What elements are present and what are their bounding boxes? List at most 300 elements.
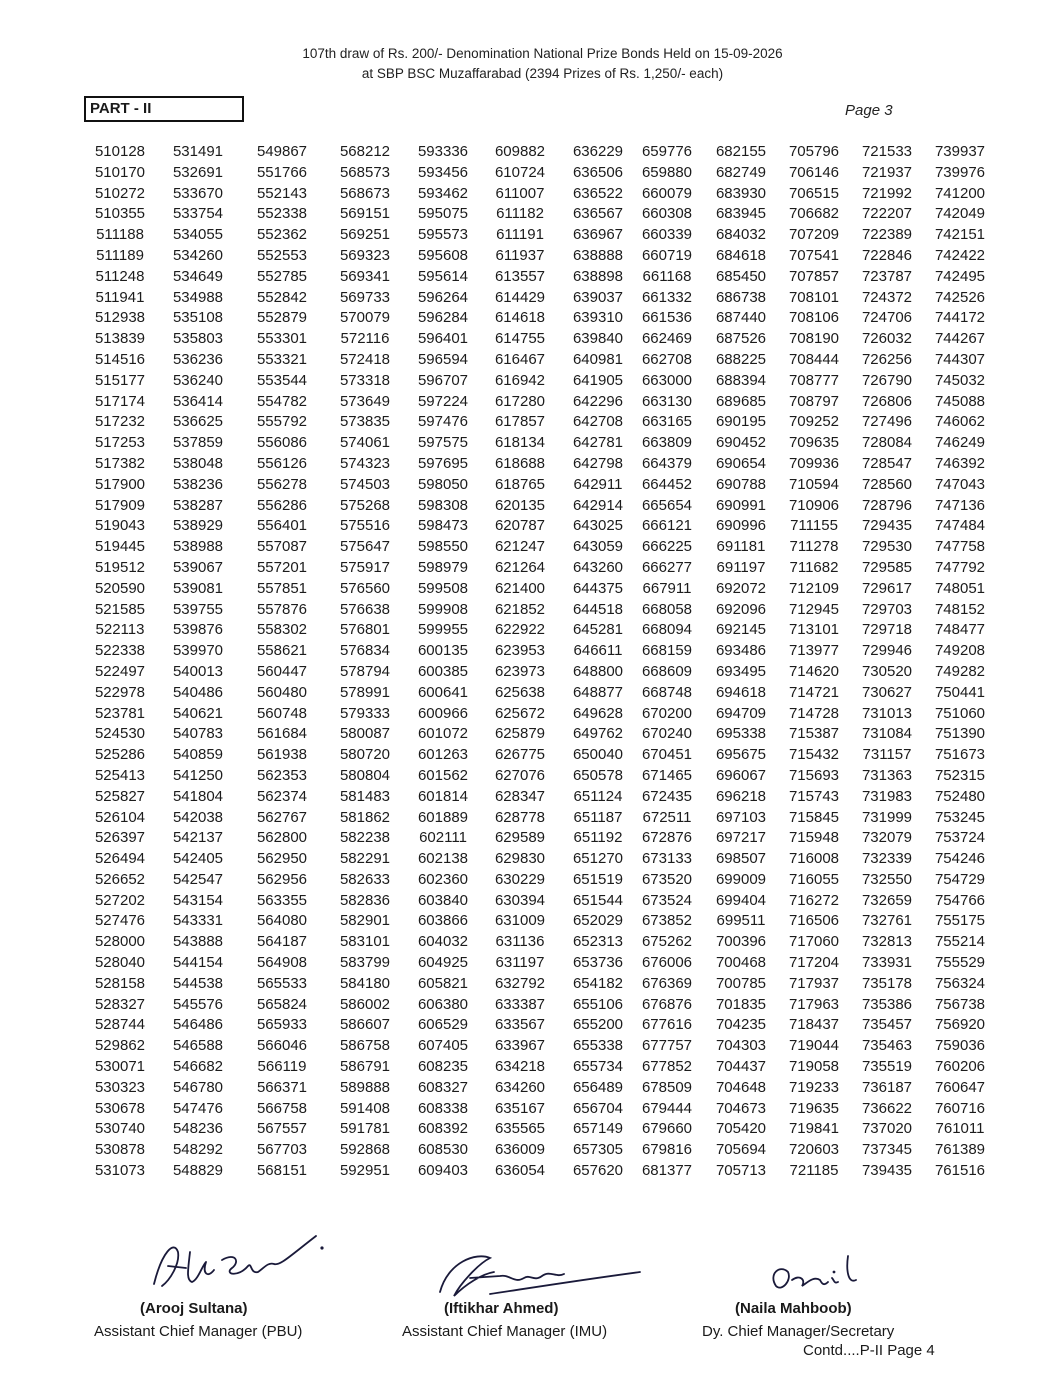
bond-number: 556126 [256,454,308,472]
bond-number: 679660 [641,1120,693,1138]
bond-number: 608235 [417,1058,469,1076]
bond-number: 687440 [715,309,767,327]
bond-number: 708106 [788,309,840,327]
bond-number: 721185 [789,1162,839,1180]
bond-number: 748051 [934,579,986,597]
bond-number: 633567 [494,1016,546,1034]
bond-number: 602360 [417,870,469,888]
bond-number: 617857 [494,413,546,431]
bond-number: 642911 [573,475,623,493]
bond-number: 527476 [94,912,146,930]
bond-number: 554782 [256,392,308,410]
bond-number: 557087 [256,538,308,556]
bond-number: 529862 [94,1037,146,1055]
bond-number: 655338 [572,1037,624,1055]
bond-number: 611937 [495,246,545,264]
bond-number: 636967 [572,226,624,244]
bond-number: 598473 [417,517,469,535]
bond-number: 671465 [641,766,693,784]
bond-number: 536236 [172,350,224,368]
bond-number: 636506 [572,163,624,181]
bond-number: 706515 [788,184,840,202]
bond-number: 748152 [934,600,986,618]
bond-number: 517174 [94,392,146,410]
bond-column [325,142,405,1182]
bond-number: 742495 [934,267,986,285]
bond-number: 663000 [641,371,693,389]
bond-number: 728547 [861,454,913,472]
bond-number: 629589 [494,829,546,847]
bond-number: 621247 [494,538,546,556]
bond-number: 600966 [417,704,469,722]
bond-number: 576638 [339,600,391,618]
bond-number: 611182 [496,205,544,223]
bond-number: 752480 [934,787,986,805]
bond-number: 719635 [788,1099,840,1117]
bond-number: 673133 [641,850,693,868]
bond-number: 753724 [934,829,986,847]
bond-number: 620135 [494,496,546,514]
bond-number: 629830 [494,850,546,868]
bond-number: 691181 [716,538,766,556]
bond-number: 660308 [641,205,693,223]
bond-number: 742422 [934,246,986,264]
bond-number: 681377 [641,1162,693,1180]
bond-number: 656704 [572,1099,624,1117]
bond-number: 568673 [339,184,391,202]
bond-number: 712109 [788,579,840,597]
bond-number: 525413 [94,766,146,784]
signature-arooj-sultana [140,1222,330,1302]
bond-number: 522338 [94,642,146,660]
bond-number: 666277 [641,558,693,576]
bond-number: 754729 [934,870,986,888]
bond-number: 664452 [641,475,693,493]
bond-number: 675262 [641,933,693,951]
bond-number: 609882 [494,143,546,160]
bond-number: 621400 [494,579,546,597]
bond-number: 599955 [417,621,469,639]
bond-number: 628778 [494,808,546,826]
bond-number: 625672 [494,704,546,722]
bond-number: 636009 [494,1141,546,1159]
bond-number: 599508 [417,579,469,597]
bond-number: 633387 [494,995,546,1013]
bond-number: 634218 [494,1058,546,1076]
bond-number: 701835 [715,995,767,1013]
bond-number: 560748 [256,704,308,722]
bond-number: 582633 [339,870,391,888]
bond-number: 729946 [861,642,913,660]
bond-number: 728796 [861,496,913,514]
bond-number: 542547 [172,870,224,888]
bond-column [80,142,160,1182]
bond-number: 578991 [339,683,391,701]
bond-number: 670240 [641,725,693,743]
bond-number: 538048 [172,454,224,472]
bond-number: 682749 [715,163,767,181]
bond-number: 600135 [417,642,469,660]
bond-number: 644518 [572,600,624,618]
bond-number: 649762 [572,725,624,743]
bond-number: 556278 [256,475,308,493]
bond-number: 581862 [339,808,391,826]
bond-number: 752315 [934,766,986,784]
bond-number: 761011 [935,1120,985,1138]
signatory-2-name: (Iftikhar Ahmed) [444,1300,559,1317]
bond-number: 553301 [256,330,308,348]
bond-number: 607405 [417,1037,469,1055]
bond-number: 611191 [496,226,544,244]
bond-number: 592868 [339,1141,391,1159]
bond-number: 596707 [417,371,469,389]
bond-number: 530678 [94,1099,146,1117]
bond-number: 722389 [861,226,913,244]
bond-number: 602111 [419,829,467,847]
bond-number: 672511 [642,808,692,826]
bond-number: 642296 [572,392,624,410]
bond-number: 568573 [339,163,391,181]
bond-number: 699404 [715,891,767,909]
bond-number: 596401 [417,330,469,348]
bond-number: 596594 [417,350,469,368]
bond-number: 578794 [339,662,391,680]
bond-number: 562767 [256,808,308,826]
bond-number: 690991 [715,496,767,514]
bond-number: 745088 [934,392,986,410]
bond-number: 732659 [861,891,913,909]
bond-number: 756324 [934,974,986,992]
bond-number: 564908 [256,954,308,972]
bond-number: 539970 [172,642,224,660]
bond-number: 708101 [788,288,840,306]
bond-number: 538236 [172,475,224,493]
bond-number: 616942 [494,371,546,389]
bond-number: 540783 [172,725,224,743]
bond-number: 568212 [339,143,391,160]
bond-number: 638898 [572,267,624,285]
bond-number: 699009 [715,870,767,888]
bond-number: 676006 [641,954,693,972]
continued-note: Contd....P-II Page 4 [803,1342,935,1359]
bond-number: 736622 [861,1099,913,1117]
bond-number: 536625 [172,413,224,431]
bond-number: 565824 [256,995,308,1013]
bond-number: 707857 [788,267,840,285]
signatory-2-title: Assistant Chief Manager (IMU) [402,1323,608,1340]
bond-number: 737345 [861,1141,913,1159]
bond-number: 744172 [934,309,986,327]
bond-number: 646611 [573,642,623,660]
bond-number: 643260 [572,558,624,576]
bond-number: 644375 [572,579,624,597]
bond-number: 663130 [641,392,693,410]
bond-number: 515177 [94,371,146,389]
bond-number: 754766 [934,891,986,909]
bond-number: 598050 [417,475,469,493]
bond-number: 517909 [94,496,146,514]
bond-number: 756738 [934,995,986,1013]
bond-number: 573649 [339,392,391,410]
bond-number: 524530 [94,725,146,743]
bond-number: 708190 [788,330,840,348]
bond-number: 539067 [172,558,224,576]
bond-number: 548829 [172,1162,224,1180]
bond-number: 542405 [172,850,224,868]
part-label: PART - II [84,96,244,122]
bond-number: 670200 [641,704,693,722]
bond-number: 650578 [572,766,624,784]
bond-number: 708797 [788,392,840,410]
bond-number: 663165 [641,413,693,431]
bond-column [158,142,238,1182]
bond-number: 745032 [934,371,986,389]
bond-number: 661536 [641,309,693,327]
bond-number: 601562 [417,766,469,784]
bond-number: 565933 [256,1016,308,1034]
bond-number: 520590 [94,579,146,597]
bond-number: 623953 [494,642,546,660]
bond-number: 673520 [641,870,693,888]
bond-number: 526652 [94,870,146,888]
bond-number: 654182 [572,974,624,992]
bond-number: 525286 [94,746,146,764]
bond-number: 558302 [256,621,308,639]
bond-number: 539755 [172,600,224,618]
bond-number: 546588 [172,1037,224,1055]
bond-number: 710594 [788,475,840,493]
bond-number: 534649 [172,267,224,285]
bond-number: 552553 [256,246,308,264]
bond-number: 719233 [788,1078,840,1096]
bond-number: 605821 [417,974,469,992]
bond-number: 621852 [494,600,546,618]
bond-number: 716506 [788,912,840,930]
bond-number: 657305 [572,1141,624,1159]
bond-number: 714620 [788,662,840,680]
bond-number: 729435 [861,517,913,535]
bond-number: 683945 [715,205,767,223]
bond-number: 732550 [861,870,913,888]
bond-number: 582901 [339,912,391,930]
bond-number: 735463 [861,1037,913,1055]
bond-number: 728560 [861,475,913,493]
bond-number: 539876 [172,621,224,639]
bond-number: 572116 [340,330,390,348]
bond-number: 562353 [256,766,308,784]
bond-number: 721937 [861,163,913,181]
bond-number: 580087 [339,725,391,743]
bond-number: 717963 [788,995,840,1013]
bond-number: 651124 [573,787,623,805]
bond-column [847,142,927,1182]
bond-number: 751673 [934,746,986,764]
bond-number: 591781 [339,1120,391,1138]
bond-number: 726256 [861,350,913,368]
bond-number: 728084 [861,434,913,452]
bond-number: 739976 [934,163,986,181]
bond-number: 540859 [172,746,224,764]
bond-number: 682155 [715,143,767,160]
bond-number: 648800 [572,662,624,680]
bond-number: 604032 [417,933,469,951]
bond-number: 627076 [494,766,546,784]
bond-number: 521585 [94,600,146,618]
bond-number: 715743 [788,787,840,805]
bond-number: 731999 [861,808,913,826]
bond-number: 543331 [172,912,224,930]
bond-number: 561938 [256,746,308,764]
bond-number: 744307 [934,350,986,368]
bond-number: 552362 [256,226,308,244]
bond-number: 704235 [715,1016,767,1034]
bond-number: 692096 [715,600,767,618]
bond-number: 556086 [256,434,308,452]
bond-number: 536240 [172,371,224,389]
signature-naila-mahboob [762,1250,872,1306]
bond-number: 730627 [861,683,913,701]
bond-number: 584180 [339,974,391,992]
bond-number: 705694 [715,1141,767,1159]
bond-number: 722207 [861,205,913,223]
bond-number: 567703 [256,1141,308,1159]
bond-column [920,142,1000,1182]
bond-number: 569733 [339,288,391,306]
bond-number: 677757 [641,1037,693,1055]
bond-number: 597695 [417,454,469,472]
bond-number: 620787 [494,517,546,535]
bond-number: 724706 [861,309,913,327]
bond-number: 731084 [861,725,913,743]
bond-number: 643059 [572,538,624,556]
bond-number: 593456 [417,163,469,181]
bond-number: 552785 [256,267,308,285]
bond-number: 756920 [934,1016,986,1034]
bond-number: 755214 [934,933,986,951]
bond-number: 534988 [172,288,224,306]
bond-number: 710906 [788,496,840,514]
bond-number: 732813 [861,933,913,951]
bond-number: 600641 [417,683,469,701]
bond-number: 546780 [172,1078,224,1096]
bond-number: 582238 [339,829,391,847]
bond-number: 760647 [934,1078,986,1096]
bond-number: 663809 [641,434,693,452]
bond-number: 672876 [641,829,693,847]
bond-number: 540013 [172,662,224,680]
bond-number: 733931 [861,954,913,972]
bond-number: 706146 [788,163,840,181]
bond-number: 664379 [641,454,693,472]
bond-number: 749208 [934,642,986,660]
bond-number: 631197 [495,954,545,972]
bond-number: 742049 [934,205,986,223]
bond-number: 528327 [94,995,146,1013]
bond-number: 759036 [934,1037,986,1055]
header-title: 107th draw of Rs. 200/- Denomination National Prize Bonds Held on 15-09-2026 [302,46,783,61]
bond-number: 711155 [790,517,838,535]
bond-number: 642798 [572,454,624,472]
bond-number: 580804 [339,766,391,784]
bond-number: 564080 [256,912,308,930]
bond-number: 651544 [572,891,624,909]
bond-number: 720603 [788,1141,840,1159]
bond-number: 533670 [172,184,224,202]
bond-number: 721992 [861,184,913,202]
bond-number: 657620 [572,1162,624,1180]
bond-number: 549867 [256,143,308,160]
bond-number: 713977 [788,642,840,660]
bond-number: 557201 [256,558,308,576]
bond-number: 668609 [641,662,693,680]
bond-number: 690996 [715,517,767,535]
bond-number: 661168 [642,267,692,285]
bond-number: 750441 [934,683,986,701]
bond-number: 668748 [641,683,693,701]
bond-number: 533754 [172,205,224,223]
bond-number: 649628 [572,704,624,722]
bond-number: 580720 [339,746,391,764]
bond-number: 761516 [934,1162,986,1180]
bond-number: 712945 [788,600,840,618]
bond-number: 517382 [94,454,146,472]
bond-number: 747136 [934,496,986,514]
bond-number: 586791 [339,1058,391,1076]
bond-number: 711682 [789,558,839,576]
bond-number: 704303 [715,1037,767,1055]
bond-number: 716272 [788,891,840,909]
bond-number: 651270 [572,850,624,868]
bond-number: 639037 [572,288,624,306]
bond-number: 582291 [339,850,391,868]
bond-number: 566371 [256,1078,308,1096]
bond-number: 523781 [94,704,146,722]
bond-number: 526494 [94,850,146,868]
bond-number: 706682 [788,205,840,223]
bond-number: 557851 [256,579,308,597]
bond-number: 746249 [934,434,986,452]
bond-number: 747758 [934,538,986,556]
bond-number: 623973 [494,662,546,680]
bond-number: 704437 [715,1058,767,1076]
bond-number: 635565 [494,1120,546,1138]
bond-number: 713101 [788,621,840,639]
bond-number: 683930 [715,184,767,202]
bond-number: 522497 [94,662,146,680]
bond-number: 636522 [572,184,624,202]
bond-number: 569323 [339,246,391,264]
bond-number: 510355 [94,205,146,223]
bond-number: 693495 [715,662,767,680]
bond-number: 731983 [861,787,913,805]
bond-number: 636054 [494,1162,546,1180]
bond-number: 519512 [94,558,146,576]
bond-number: 542137 [172,829,224,847]
bond-number: 510128 [94,143,146,160]
bond-number: 679444 [641,1099,693,1117]
bond-number: 598550 [417,538,469,556]
bond-number: 716008 [788,850,840,868]
bond-number: 528744 [94,1016,146,1034]
bond-number: 656489 [572,1078,624,1096]
bond-number: 563355 [256,891,308,909]
bond-number: 530878 [94,1141,146,1159]
bond-number: 755175 [934,912,986,930]
bond-number: 729617 [861,579,913,597]
bond-number: 601814 [417,787,469,805]
bond-number: 719044 [788,1037,840,1055]
bond-number: 707209 [788,226,840,244]
